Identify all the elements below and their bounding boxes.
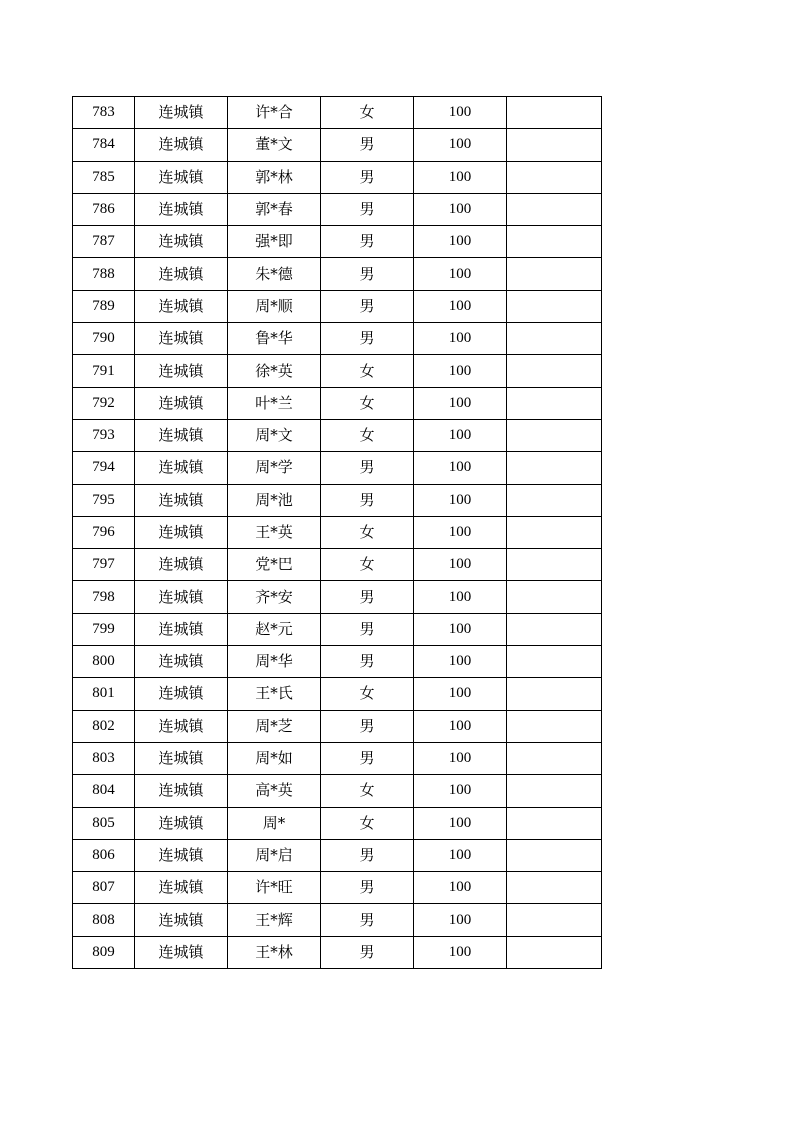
cell-name: 赵*元 bbox=[228, 613, 321, 645]
cell-number: 786 bbox=[73, 193, 135, 225]
cell-sex: 女 bbox=[321, 807, 414, 839]
cell-sex: 男 bbox=[321, 452, 414, 484]
cell-note bbox=[507, 258, 602, 290]
cell-sex: 男 bbox=[321, 161, 414, 193]
table-row bbox=[73, 129, 602, 161]
cell-sex: 女 bbox=[321, 355, 414, 387]
cell-sex: 男 bbox=[321, 839, 414, 871]
cell-sex: 男 bbox=[321, 581, 414, 613]
cell-name: 周*顺 bbox=[228, 290, 321, 322]
cell-amount: 100 bbox=[414, 452, 507, 484]
cell-sex: 女 bbox=[321, 549, 414, 581]
table-row bbox=[73, 549, 602, 581]
cell-note bbox=[507, 452, 602, 484]
cell-town: 连城镇 bbox=[135, 613, 228, 645]
cell-town: 连城镇 bbox=[135, 97, 228, 129]
cell-name: 郭*林 bbox=[228, 161, 321, 193]
cell-amount: 100 bbox=[414, 129, 507, 161]
cell-amount: 100 bbox=[414, 710, 507, 742]
cell-sex: 男 bbox=[321, 646, 414, 678]
cell-sex: 男 bbox=[321, 742, 414, 774]
cell-number: 800 bbox=[73, 646, 135, 678]
table-row bbox=[73, 226, 602, 258]
cell-sex: 男 bbox=[321, 904, 414, 936]
cell-sex: 男 bbox=[321, 710, 414, 742]
cell-amount: 100 bbox=[414, 613, 507, 645]
cell-amount: 100 bbox=[414, 581, 507, 613]
cell-amount: 100 bbox=[414, 742, 507, 774]
cell-note bbox=[507, 129, 602, 161]
cell-note bbox=[507, 355, 602, 387]
cell-town: 连城镇 bbox=[135, 161, 228, 193]
table-row bbox=[73, 613, 602, 645]
cell-note bbox=[507, 484, 602, 516]
cell-number: 787 bbox=[73, 226, 135, 258]
cell-name: 齐*安 bbox=[228, 581, 321, 613]
cell-amount: 100 bbox=[414, 516, 507, 548]
cell-number: 799 bbox=[73, 613, 135, 645]
table-row bbox=[73, 646, 602, 678]
table-row bbox=[73, 355, 602, 387]
cell-town: 连城镇 bbox=[135, 904, 228, 936]
cell-amount: 100 bbox=[414, 323, 507, 355]
cell-amount: 100 bbox=[414, 226, 507, 258]
table-row bbox=[73, 161, 602, 193]
cell-number: 808 bbox=[73, 904, 135, 936]
cell-town: 连城镇 bbox=[135, 710, 228, 742]
cell-sex: 女 bbox=[321, 97, 414, 129]
cell-number: 802 bbox=[73, 710, 135, 742]
cell-town: 连城镇 bbox=[135, 872, 228, 904]
cell-name: 王*林 bbox=[228, 936, 321, 968]
cell-note bbox=[507, 613, 602, 645]
roster-table-body bbox=[73, 97, 602, 969]
cell-number: 806 bbox=[73, 839, 135, 871]
cell-amount: 100 bbox=[414, 646, 507, 678]
cell-sex: 女 bbox=[321, 775, 414, 807]
cell-note bbox=[507, 97, 602, 129]
cell-note bbox=[507, 226, 602, 258]
cell-amount: 100 bbox=[414, 904, 507, 936]
table-row bbox=[73, 387, 602, 419]
cell-amount: 100 bbox=[414, 549, 507, 581]
cell-town: 连城镇 bbox=[135, 839, 228, 871]
cell-name: 董*文 bbox=[228, 129, 321, 161]
cell-name: 周*芝 bbox=[228, 710, 321, 742]
cell-note bbox=[507, 872, 602, 904]
roster-table bbox=[72, 96, 602, 969]
cell-town: 连城镇 bbox=[135, 226, 228, 258]
cell-town: 连城镇 bbox=[135, 484, 228, 516]
cell-name: 强*即 bbox=[228, 226, 321, 258]
table-row bbox=[73, 323, 602, 355]
cell-note bbox=[507, 904, 602, 936]
cell-sex: 女 bbox=[321, 419, 414, 451]
cell-number: 795 bbox=[73, 484, 135, 516]
cell-name: 周*池 bbox=[228, 484, 321, 516]
cell-note bbox=[507, 516, 602, 548]
cell-number: 798 bbox=[73, 581, 135, 613]
cell-sex: 男 bbox=[321, 484, 414, 516]
cell-number: 793 bbox=[73, 419, 135, 451]
cell-sex: 男 bbox=[321, 323, 414, 355]
cell-town: 连城镇 bbox=[135, 678, 228, 710]
cell-number: 804 bbox=[73, 775, 135, 807]
table-row bbox=[73, 872, 602, 904]
cell-number: 790 bbox=[73, 323, 135, 355]
cell-note bbox=[507, 710, 602, 742]
cell-name: 周*文 bbox=[228, 419, 321, 451]
cell-number: 801 bbox=[73, 678, 135, 710]
cell-number: 797 bbox=[73, 549, 135, 581]
cell-note bbox=[507, 839, 602, 871]
cell-note bbox=[507, 290, 602, 322]
cell-sex: 女 bbox=[321, 678, 414, 710]
cell-name: 周*学 bbox=[228, 452, 321, 484]
cell-name: 朱*德 bbox=[228, 258, 321, 290]
cell-name: 郭*春 bbox=[228, 193, 321, 225]
table-row bbox=[73, 710, 602, 742]
cell-sex: 男 bbox=[321, 129, 414, 161]
cell-amount: 100 bbox=[414, 839, 507, 871]
cell-town: 连城镇 bbox=[135, 549, 228, 581]
cell-amount: 100 bbox=[414, 419, 507, 451]
table-row bbox=[73, 452, 602, 484]
cell-name: 王*辉 bbox=[228, 904, 321, 936]
cell-note bbox=[507, 678, 602, 710]
cell-number: 796 bbox=[73, 516, 135, 548]
cell-sex: 男 bbox=[321, 613, 414, 645]
cell-name: 鲁*华 bbox=[228, 323, 321, 355]
cell-amount: 100 bbox=[414, 775, 507, 807]
cell-sex: 女 bbox=[321, 387, 414, 419]
cell-amount: 100 bbox=[414, 161, 507, 193]
table-row bbox=[73, 581, 602, 613]
cell-sex: 男 bbox=[321, 193, 414, 225]
cell-note bbox=[507, 193, 602, 225]
cell-name: 周*如 bbox=[228, 742, 321, 774]
cell-amount: 100 bbox=[414, 678, 507, 710]
cell-name: 徐*英 bbox=[228, 355, 321, 387]
cell-name: 许*旺 bbox=[228, 872, 321, 904]
cell-town: 连城镇 bbox=[135, 742, 228, 774]
cell-name: 党*巴 bbox=[228, 549, 321, 581]
cell-town: 连城镇 bbox=[135, 775, 228, 807]
cell-town: 连城镇 bbox=[135, 129, 228, 161]
cell-sex: 男 bbox=[321, 258, 414, 290]
cell-sex: 女 bbox=[321, 516, 414, 548]
cell-number: 788 bbox=[73, 258, 135, 290]
cell-amount: 100 bbox=[414, 258, 507, 290]
cell-sex: 男 bbox=[321, 226, 414, 258]
cell-amount: 100 bbox=[414, 355, 507, 387]
table-row bbox=[73, 484, 602, 516]
cell-name: 周* bbox=[228, 807, 321, 839]
cell-town: 连城镇 bbox=[135, 419, 228, 451]
cell-amount: 100 bbox=[414, 97, 507, 129]
table-row bbox=[73, 839, 602, 871]
cell-number: 809 bbox=[73, 936, 135, 968]
cell-number: 803 bbox=[73, 742, 135, 774]
cell-name: 叶*兰 bbox=[228, 387, 321, 419]
cell-note bbox=[507, 646, 602, 678]
cell-name: 周*启 bbox=[228, 839, 321, 871]
cell-note bbox=[507, 323, 602, 355]
cell-town: 连城镇 bbox=[135, 936, 228, 968]
cell-number: 784 bbox=[73, 129, 135, 161]
cell-town: 连城镇 bbox=[135, 193, 228, 225]
cell-town: 连城镇 bbox=[135, 452, 228, 484]
table-row bbox=[73, 678, 602, 710]
cell-town: 连城镇 bbox=[135, 290, 228, 322]
table-row bbox=[73, 419, 602, 451]
cell-town: 连城镇 bbox=[135, 516, 228, 548]
cell-name: 许*合 bbox=[228, 97, 321, 129]
cell-note bbox=[507, 419, 602, 451]
cell-note bbox=[507, 775, 602, 807]
table-row bbox=[73, 775, 602, 807]
cell-note bbox=[507, 936, 602, 968]
cell-amount: 100 bbox=[414, 807, 507, 839]
cell-note bbox=[507, 161, 602, 193]
cell-name: 周*华 bbox=[228, 646, 321, 678]
cell-number: 794 bbox=[73, 452, 135, 484]
cell-amount: 100 bbox=[414, 387, 507, 419]
cell-number: 785 bbox=[73, 161, 135, 193]
cell-sex: 男 bbox=[321, 290, 414, 322]
cell-name: 王*氏 bbox=[228, 678, 321, 710]
cell-town: 连城镇 bbox=[135, 646, 228, 678]
cell-sex: 男 bbox=[321, 872, 414, 904]
cell-name: 王*英 bbox=[228, 516, 321, 548]
cell-number: 791 bbox=[73, 355, 135, 387]
table-row bbox=[73, 904, 602, 936]
cell-number: 805 bbox=[73, 807, 135, 839]
cell-number: 783 bbox=[73, 97, 135, 129]
cell-note bbox=[507, 581, 602, 613]
table-row bbox=[73, 936, 602, 968]
table-row bbox=[73, 258, 602, 290]
cell-town: 连城镇 bbox=[135, 387, 228, 419]
cell-number: 792 bbox=[73, 387, 135, 419]
cell-sex: 男 bbox=[321, 936, 414, 968]
cell-town: 连城镇 bbox=[135, 581, 228, 613]
cell-amount: 100 bbox=[414, 872, 507, 904]
cell-number: 789 bbox=[73, 290, 135, 322]
cell-amount: 100 bbox=[414, 193, 507, 225]
table-row bbox=[73, 742, 602, 774]
table-row bbox=[73, 97, 602, 129]
cell-town: 连城镇 bbox=[135, 323, 228, 355]
cell-note bbox=[507, 387, 602, 419]
cell-note bbox=[507, 807, 602, 839]
table-row bbox=[73, 193, 602, 225]
cell-amount: 100 bbox=[414, 290, 507, 322]
cell-amount: 100 bbox=[414, 484, 507, 516]
cell-town: 连城镇 bbox=[135, 807, 228, 839]
table-row bbox=[73, 807, 602, 839]
cell-town: 连城镇 bbox=[135, 355, 228, 387]
cell-number: 807 bbox=[73, 872, 135, 904]
cell-note bbox=[507, 549, 602, 581]
table-row bbox=[73, 290, 602, 322]
cell-amount: 100 bbox=[414, 936, 507, 968]
cell-town: 连城镇 bbox=[135, 258, 228, 290]
cell-name: 高*英 bbox=[228, 775, 321, 807]
table-row bbox=[73, 516, 602, 548]
cell-note bbox=[507, 742, 602, 774]
